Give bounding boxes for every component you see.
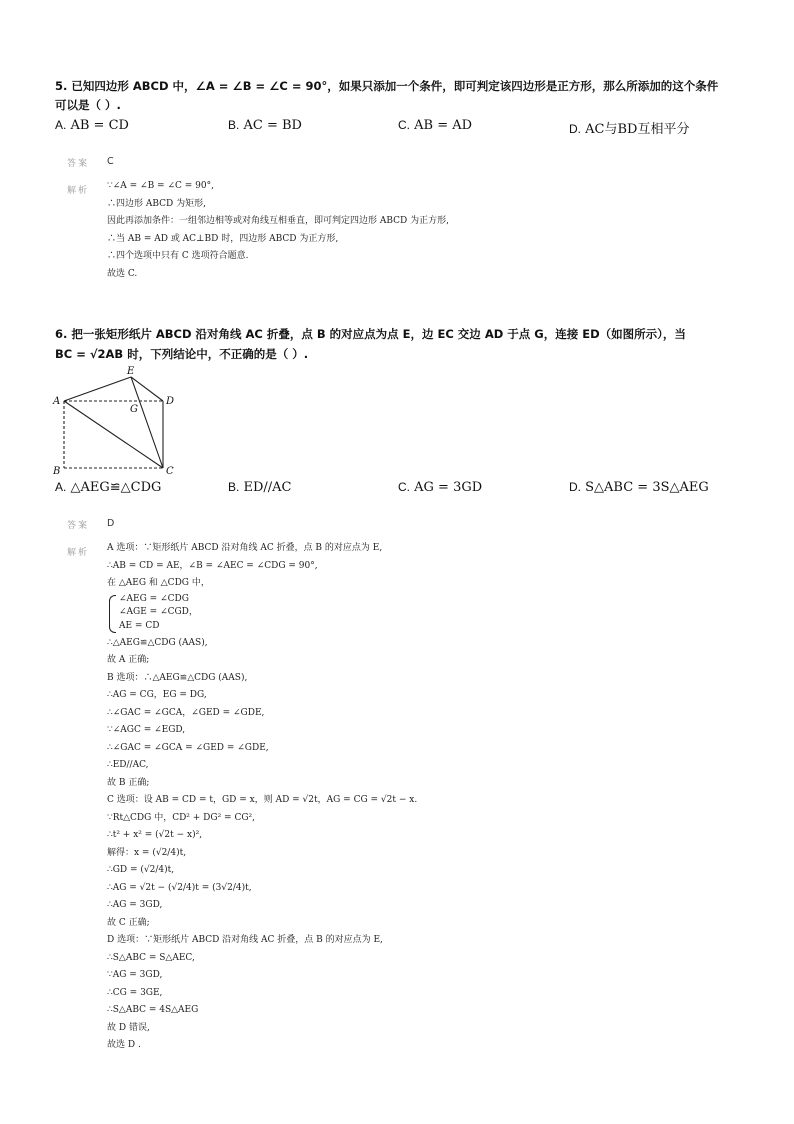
segment-ae [64,377,131,401]
option-letter: A. [55,118,67,132]
q6-analysis [107,540,417,1055]
label-a: A [53,396,61,407]
q6-option-d [569,480,709,495]
q5-answer: C [107,156,114,167]
brace-line: AE = CD [119,620,160,631]
q5-option-a [55,118,129,133]
analysis-line: ∴△AEG≌△CDG (AAS), [107,637,208,648]
option-text: ED//AC [243,480,292,495]
q6-figure [52,364,182,476]
q5-stem-line2: 可以是（ ）. [55,98,121,112]
analysis-line: 故 B 正确; [107,777,150,788]
label-c: C [166,466,174,476]
analysis-line: ∴四个选项中只有 C 选项符合题意. [107,251,249,261]
analysis-line: ∵∠AGC = ∠EGD, [107,725,186,735]
analysis-line: ∴AG = √2t − (√2/4)t = (3√2/4)t, [107,882,252,893]
q5-stem-line1: 5. 已知四边形 ABCD 中，∠A = ∠B = ∠C = 90°，如果只添加一个条件，即可判定该四边形是正方形，那么所添加的这个条件 [55,79,719,93]
option-letter: A. [55,480,67,494]
equation-system-brace [107,593,417,635]
q6-answer-label: 答案 [67,521,90,531]
analysis-line: 解得：x = (√2/4)t, [107,847,187,858]
option-text: AC与BD互相平分 [585,122,690,137]
brace-line: ∠AGE = ∠CGD， [119,607,198,617]
analysis-line: D 选项：∵矩形纸片 ABCD 沿对角线 AC 折叠，点 B 的对应点为 E, [107,935,383,945]
q5-option-d [569,118,689,137]
analysis-line: 故选 D . [107,1040,141,1050]
analysis-line: ∴S△ABC = S△AEC, [107,952,195,963]
analysis-line: ∴当 AB = AD 或 AC⊥BD 时，四边形 ABCD 为正方形, [107,233,339,244]
analysis-line: ∴∠GAC = ∠GCA = ∠GED = ∠GDE, [107,742,269,753]
option-letter: D. [569,122,581,136]
option-text: S△ABC = 3S△AEG [585,480,709,495]
analysis-line: 故 A 正确; [107,655,150,665]
q5-analysis [107,178,449,283]
option-letter: D. [569,480,581,494]
analysis-line: ∵∠A = ∠B = ∠C = 90°, [107,181,214,191]
q6-stem-line2: BC = √2AB 时，下列结论中，不正确的是（ ）. [55,347,309,361]
option-text: AB = CD [70,118,129,133]
analysis-line: 故 D 错误, [107,1022,150,1033]
analysis-line: C 选项：设 AB = CD = t，GD = x，则 AD = √2t，AG = CG = √2t − x. [107,795,418,805]
q5-option-c [398,118,472,133]
label-d: D [166,396,175,407]
analysis-line: ∴四边形 ABCD 为矩形, [107,198,206,209]
q5-analysis-label: 解析 [67,186,90,196]
q5-answer-label: 答案 [67,159,90,169]
q5-option-b [228,118,302,133]
analysis-line: ∴AG = CG，EG = DG, [107,690,207,700]
analysis-line: 在 △AEG 和 △CDG 中， [107,578,210,588]
q6-analysis-label: 解析 [67,548,90,558]
analysis-line: ∴S△ABC = 4S△AEG [107,1005,199,1015]
analysis-line: 因此再添加条件：一组邻边相等或对角线互相垂直，即可判定四边形 ABCD 为正方形, [107,216,449,226]
label-g: G [130,404,138,415]
analysis-line: ∴CG = 3GE, [107,987,163,998]
analysis-line: A 选项：∵矩形纸片 ABCD 沿对角线 AC 折叠，点 B 的对应点为 E, [107,543,383,553]
q6-stem-line1: 6. 把一张矩形纸片 ABCD 沿对角线 AC 折叠，点 B 的对应点为点 E，边 EC 交边 AD 于点 G，连接 ED（如图所示），当 [55,327,686,341]
analysis-line: ∴AG = 3GD, [107,900,163,910]
diagonal-ac [64,401,163,468]
analysis-line: ∵AG = 3GD, [107,970,163,980]
analysis-line: ∴ED//AC, [107,760,149,770]
analysis-line: ∴∠GAC = ∠GCA，∠GED = ∠GDE, [107,707,265,718]
analysis-line: ∵Rt△CDG 中，CD² + DG² = CG², [107,812,255,823]
option-text: △AEG≌△CDG [70,480,162,495]
analysis-line: 故选 C. [107,268,138,279]
label-e: E [127,366,135,377]
analysis-line: ∴AB = CD = AE，∠B = ∠AEC = ∠CDG = 90°, [107,560,318,571]
analysis-line: ∴t² + x² = (√2t − x)², [107,830,203,840]
label-b: B [53,466,61,476]
analysis-line: 故 C 正确; [107,917,150,928]
brace-line: ∠AEG = ∠CDG [119,593,189,604]
option-text: AG = 3GD [414,480,483,495]
segment-ec [131,377,163,468]
q6-answer: D [107,518,115,529]
analysis-line: ∴GD = (√2/4)t, [107,865,175,875]
option-text: AB = AD [414,118,473,133]
option-letter: B. [228,118,240,132]
q6-option-c [398,480,482,495]
analysis-line: B 选项：∴△AEG≌△CDG (AAS), [107,672,248,683]
option-letter: C. [398,480,410,494]
option-letter: C. [398,118,410,132]
option-letter: B. [228,480,240,494]
option-text: AC = BD [243,118,302,133]
q6-option-b [228,480,292,495]
q6-option-a [55,480,161,495]
